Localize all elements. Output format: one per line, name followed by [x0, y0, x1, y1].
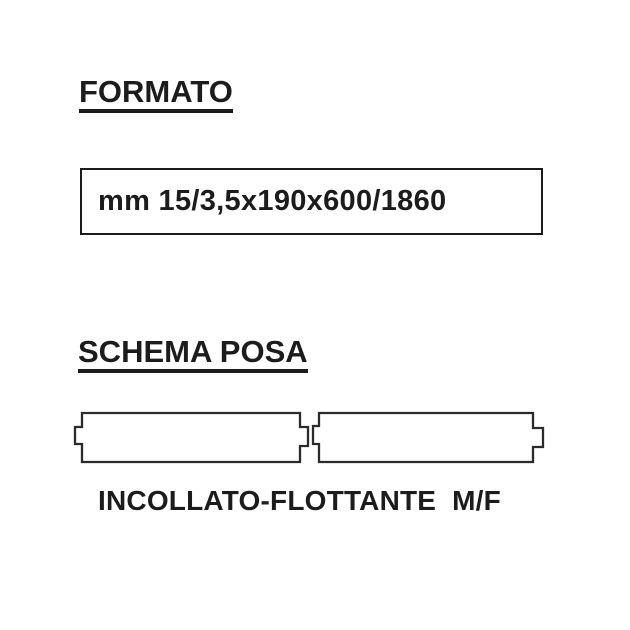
format-value-text: mm 15/3,5x190x600/1860 — [98, 185, 447, 217]
format-value-box — [80, 168, 543, 235]
plank-profile-left — [75, 413, 308, 462]
installation-type-caption: INCOLLATO-FLOTTANTE M/F — [98, 485, 501, 516]
plank-profile-right — [313, 413, 543, 462]
formato-section-heading: FORMATO — [79, 76, 233, 113]
plank-profile-diagram — [60, 400, 560, 475]
schema-posa-section-heading: SCHEMA POSA — [78, 336, 308, 373]
